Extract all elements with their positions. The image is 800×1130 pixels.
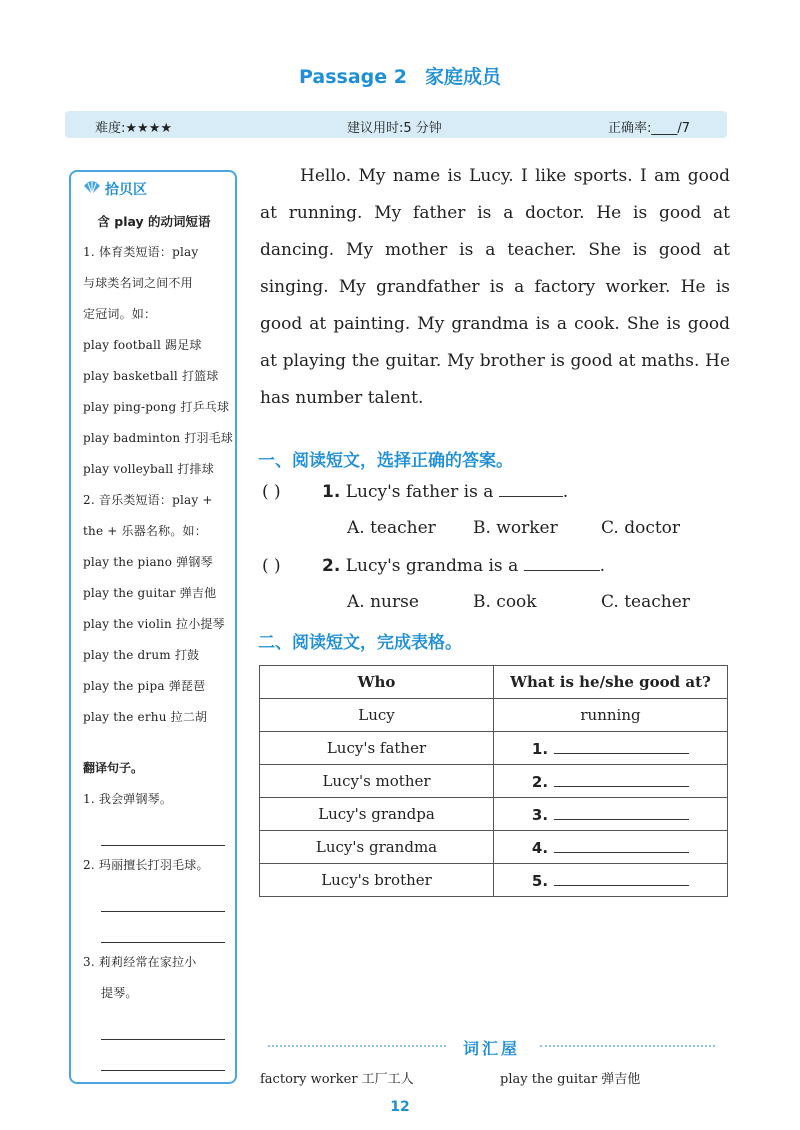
sidebar-line: play the drum 打鼓 xyxy=(83,648,200,662)
sidebar-line: play the guitar 弹吉他 xyxy=(83,586,217,600)
who-cell: Lucy's mother xyxy=(260,765,494,798)
answer-line[interactable] xyxy=(101,881,225,912)
answer-line[interactable] xyxy=(101,1040,225,1071)
translate-title: 翻译句子。 xyxy=(83,761,144,775)
who-cell: Lucy's father xyxy=(260,732,494,765)
answer-cell xyxy=(494,798,728,831)
difficulty-label: 难度:★★★★ xyxy=(95,121,172,136)
column-header-good-at: What is he/she good at? xyxy=(494,666,728,699)
passage-text: Hello. My name is Lucy. I like sports. I am good at running. My father is a doctor. He is good at dancing. My mother is a teacher. She is good at singing. My grandfather is a factory worker. He is good at painting. My grandma is a cook. She is good at playing the guitar. My brother is good at maths. He has number talent. xyxy=(260,166,730,408)
section-1-title: 一、阅读短文，选择正确的答案。 xyxy=(258,451,513,471)
divider-dots-left xyxy=(268,1045,446,1047)
answer-blank[interactable] xyxy=(554,772,689,787)
table-row xyxy=(260,732,728,765)
option-a[interactable]: A. nurse xyxy=(347,592,419,612)
answer-cell xyxy=(494,732,728,765)
sidebar-line: 1. 体育类短语：play xyxy=(83,245,199,259)
sidebar-line: play football 踢足球 xyxy=(83,338,202,352)
who-cell: Lucy xyxy=(260,699,494,732)
answer-table xyxy=(259,665,728,897)
translate-item: 1. 我会弹钢琴。 xyxy=(83,792,173,806)
answer-parentheses[interactable]: ( ) xyxy=(262,556,281,576)
answer-cell xyxy=(494,864,728,897)
suggested-time: 建议用时:5 分钟 xyxy=(347,121,442,136)
question-number: 2. xyxy=(322,556,341,576)
blank-number: 1. xyxy=(531,739,549,758)
sidebar-line: 2. 音乐类短语：play + xyxy=(83,493,213,507)
answer-blank[interactable] xyxy=(499,482,563,497)
translate-item: 提琴。 xyxy=(101,986,138,1000)
question-end: . xyxy=(599,556,606,576)
answer-parentheses[interactable]: ( ) xyxy=(262,482,281,502)
answer-blank[interactable] xyxy=(554,739,689,754)
answer-blank[interactable] xyxy=(554,871,689,886)
blank-number: 3. xyxy=(531,805,549,824)
who-cell: Lucy's brother xyxy=(260,864,494,897)
sidebar-line: play basketball 打篮球 xyxy=(83,369,219,383)
passage-title: 家庭成员 xyxy=(424,66,501,88)
vocab-title: 词汇屋 xyxy=(463,1039,521,1058)
option-a[interactable]: A. teacher xyxy=(347,518,436,538)
passage-label: Passage 2 xyxy=(298,66,407,88)
reading-passage xyxy=(260,158,730,417)
option-c[interactable]: C. teacher xyxy=(601,592,690,612)
column-header-who: Who xyxy=(260,666,494,699)
answer-cell: running xyxy=(494,699,728,732)
page-number: 12 xyxy=(390,1099,410,1115)
option-b[interactable]: B. worker xyxy=(473,518,558,538)
answer-blank[interactable] xyxy=(524,556,600,571)
answer-line[interactable] xyxy=(101,1009,225,1040)
sidebar-line: 与球类名词之间不用 xyxy=(83,276,193,290)
table-row xyxy=(260,798,728,831)
answer-line[interactable] xyxy=(101,912,225,943)
sidebar-line: play the violin 拉小提琴 xyxy=(83,617,225,631)
table-row xyxy=(260,864,728,897)
question-end: . xyxy=(562,482,569,502)
answer-line[interactable] xyxy=(101,815,225,846)
answer-cell xyxy=(494,765,728,798)
sidebar-subtitle: 含 play 的动词短语 xyxy=(97,214,211,229)
answer-blank[interactable] xyxy=(554,805,689,820)
sidebar-line: 定冠词。如： xyxy=(83,307,157,321)
sidebar-line: play volleyball 打排球 xyxy=(83,462,214,476)
divider-dots-right xyxy=(540,1045,715,1047)
question-stem: Lucy's grandma is a xyxy=(340,556,519,576)
sidebar-title: 拾贝区 xyxy=(105,181,147,198)
answer-blank[interactable] xyxy=(554,838,689,853)
sidebar-header xyxy=(83,176,225,204)
sidebar-line: play the piano 弹钢琴 xyxy=(83,555,213,569)
blank-number: 4. xyxy=(531,838,549,857)
blank-number: 2. xyxy=(531,772,549,791)
vocab-item: factory worker 工厂工人 xyxy=(260,1072,414,1087)
question-number: 1. xyxy=(322,482,341,502)
who-cell: Lucy's grandpa xyxy=(260,798,494,831)
accuracy-label: 正确率:____/7 xyxy=(608,121,691,136)
vocab-item: play the guitar 弹吉他 xyxy=(500,1072,641,1087)
tips-sidebar xyxy=(69,170,237,1084)
table-header-row xyxy=(260,666,728,699)
info-bar xyxy=(65,111,727,138)
table-row xyxy=(260,831,728,864)
option-b[interactable]: B. cook xyxy=(473,592,537,612)
translate-item: 2. 玛丽擅长打羽毛球。 xyxy=(83,858,209,872)
sidebar-line: play ping-pong 打乒乓球 xyxy=(83,400,230,414)
answer-cell xyxy=(494,831,728,864)
option-c[interactable]: C. doctor xyxy=(601,518,681,538)
sidebar-line: the + 乐器名称。如： xyxy=(83,524,207,538)
section-2-title: 二、阅读短文，完成表格。 xyxy=(258,633,462,653)
sidebar-line: play badminton 打羽毛球 xyxy=(83,431,234,445)
table-row xyxy=(260,699,728,732)
question-2 xyxy=(262,556,605,576)
shell-icon xyxy=(83,175,101,206)
question-1 xyxy=(262,482,568,502)
translate-item: 3. 莉莉经常在家拉小 xyxy=(83,955,197,969)
who-cell: Lucy's grandma xyxy=(260,831,494,864)
blank-number: 5. xyxy=(531,871,549,890)
sidebar-line: play the erhu 拉二胡 xyxy=(83,710,208,724)
question-stem: Lucy's father is a xyxy=(340,482,494,502)
table-row xyxy=(260,765,728,798)
sidebar-line: play the pipa 弹琵琶 xyxy=(83,679,206,693)
page-title xyxy=(0,62,800,89)
